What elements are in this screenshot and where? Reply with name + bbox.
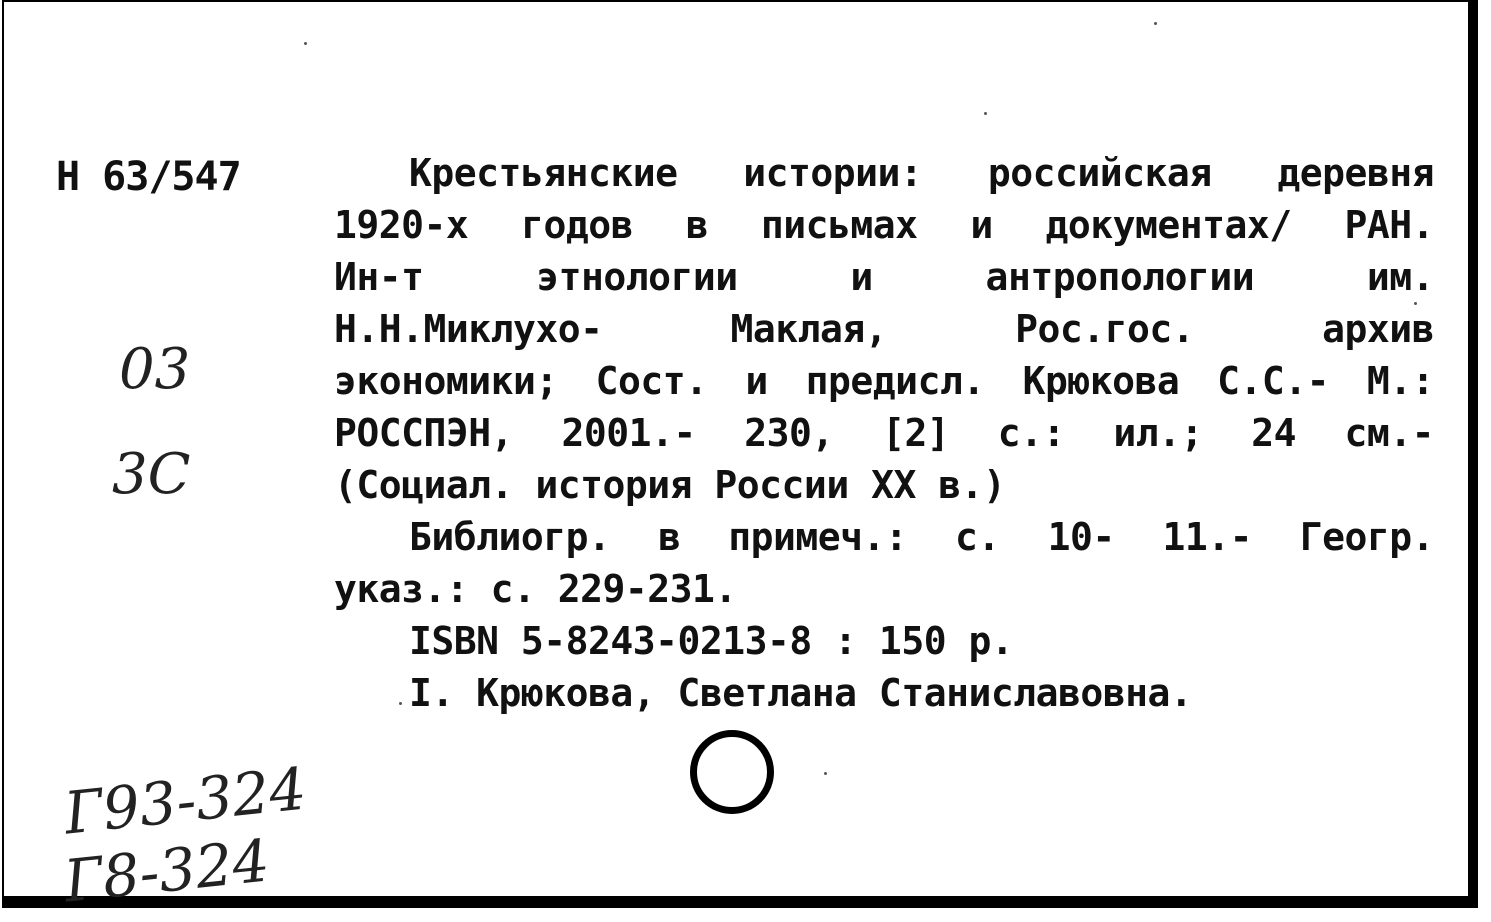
entry-line-3: Ин-т этнологии и антропологии им. [334, 255, 1434, 299]
entry-line-11: I. Крюкова, Светлана Станиславовна. [409, 671, 1193, 715]
entry-line-4: Н.Н.Миклухо- Маклая, Рос.гос. архив [334, 307, 1434, 351]
entry-line-9: указ.: с. 229-231. [334, 567, 737, 611]
entry-line-10: ISBN 5-8243-0213-8 : 150 р. [409, 619, 1014, 663]
speck [824, 772, 827, 775]
entry-line-1: Крестьянские истории: российская деревня [409, 151, 1434, 195]
handwritten-mark-1: 03 [119, 337, 191, 402]
entry-line-8: Библиогр. в примеч.: с. 10- 11.- Геогр. [409, 515, 1434, 559]
handwritten-mark-3: Г93-324 [61, 754, 310, 848]
handwritten-mark-2: 3С [112, 442, 191, 507]
speck [1414, 302, 1417, 305]
speck [984, 112, 987, 115]
speck [1154, 22, 1157, 25]
handwritten-mark-4: Г8-324 [61, 826, 273, 916]
catalog-card [2, 0, 1478, 916]
speck [304, 42, 307, 45]
entry-line-6: РОССПЭН, 2001.- 230, [2] с.: ил.; 24 см.- [334, 411, 1434, 455]
speck [399, 702, 402, 705]
shelfmark: Н 63/547 [56, 154, 241, 200]
entry-line-7: (Социал. история России XX в.) [334, 463, 1006, 507]
entry-line-2: 1920-х годов в письмах и документах/ РАН. [334, 203, 1434, 247]
punch-hole-icon [690, 730, 774, 814]
entry-line-5: экономики; Сост. и предисл. Крюкова С.С.- М.: [334, 359, 1434, 403]
